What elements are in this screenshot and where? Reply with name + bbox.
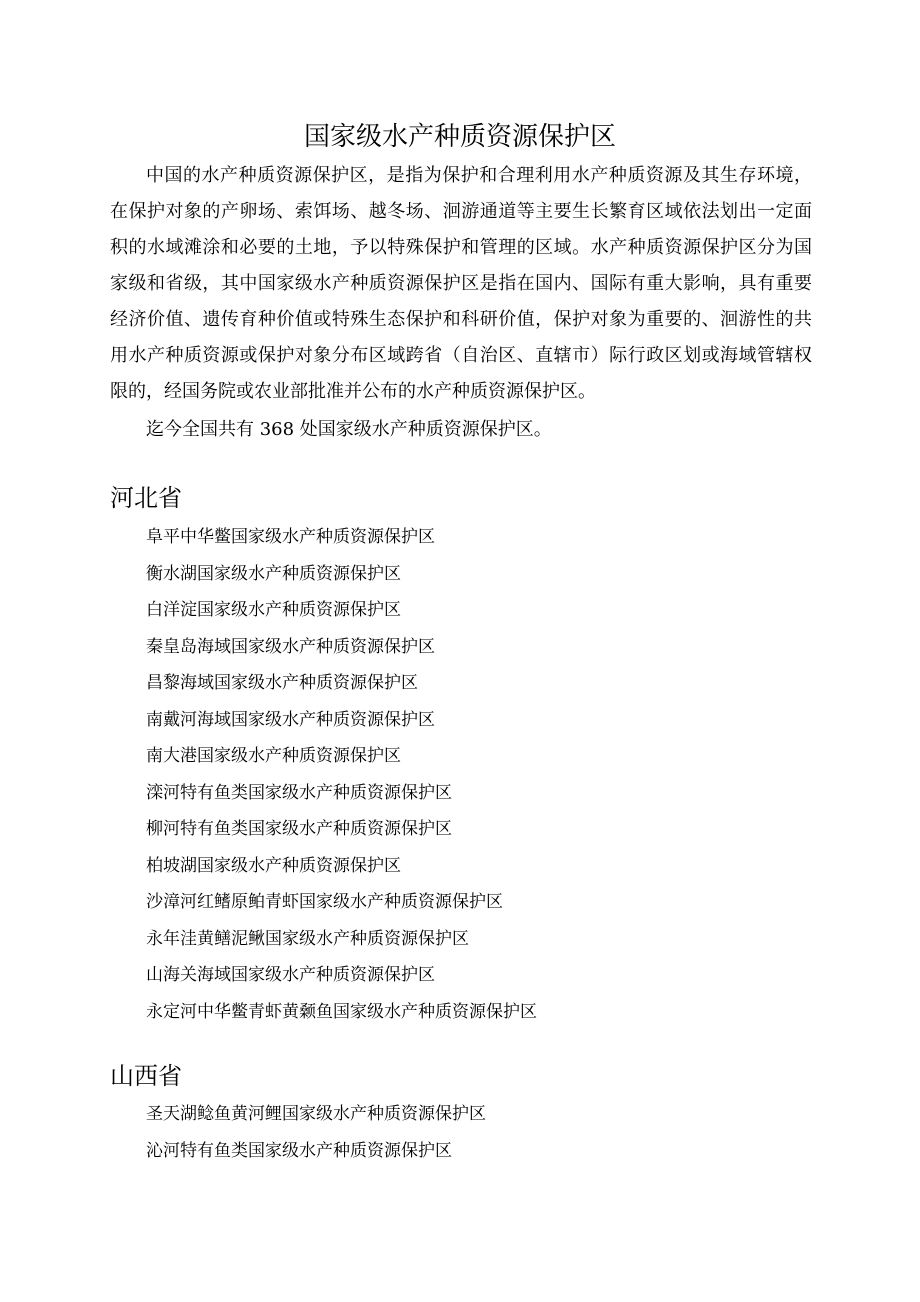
page-title: 国家级水产种质资源保护区: [303, 122, 616, 152]
list-item: 永年洼黄鳝泥鳅国家级水产种质资源保护区: [146, 928, 469, 949]
paragraph-line: 经济价值、遗传育种价值或特殊生态保护和科研价值，保护对象为重要的、洄游性的共: [110, 309, 812, 330]
list-item: 圣天湖鲶鱼黄河鲤国家级水产种质资源保护区: [146, 1104, 486, 1124]
list-item: 南戴河海域国家级水产种质资源保护区: [146, 709, 435, 730]
list-item: 柏坡湖国家级水产种质资源保护区: [146, 855, 401, 876]
section-heading-hebei: 河北省: [110, 484, 182, 512]
list-item: 柳河特有鱼类国家级水产种质资源保护区: [146, 819, 452, 839]
paragraph-line: 中国的水产种质资源保护区，是指为保护和合理利用水产种质资源及其生存环境，: [146, 165, 812, 186]
list-item: 永定河中华鳖青虾黄颡鱼国家级水产种质资源保护区: [146, 1001, 537, 1022]
list-item: 山海关海域国家级水产种质资源保护区: [146, 965, 435, 985]
paragraph-line: 积的水域滩涂和必要的土地，予以特殊保护和管理的区域。水产种质资源保护区分为国: [110, 237, 812, 258]
list-item: 阜平中华鳖国家级水产种质资源保护区: [146, 527, 435, 547]
list-item: 秦皇岛海域国家级水产种质资源保护区: [146, 636, 435, 657]
list-item: 昌黎海域国家级水产种质资源保护区: [146, 673, 418, 693]
intro-paragraph: [110, 158, 812, 448]
list-item: 沁河特有鱼类国家级水产种质资源保护区: [146, 1140, 452, 1161]
list-item: 滦河特有鱼类国家级水产种质资源保护区: [146, 782, 452, 803]
list-item: 白洋淀国家级水产种质资源保护区: [146, 600, 401, 620]
list-item: 沙漳河红鳍原鲌青虾国家级水产种质资源保护区: [146, 892, 503, 912]
hebei-list: [146, 519, 537, 1030]
shanxi-list: [146, 1096, 486, 1169]
paragraph-line: 家级和省级，其中国家级水产种质资源保护区是指在国内、国际有重大影响，具有重要: [110, 273, 812, 294]
section-heading-shanxi: 山西省: [110, 1062, 182, 1090]
list-item: 南大港国家级水产种质资源保护区: [146, 746, 401, 766]
count-paragraph: 迄今全国共有 368 处国家级水产种质资源保护区。: [146, 419, 552, 440]
paragraph-line: 限的，经国务院或农业部批准并公布的水产种质资源保护区。: [110, 381, 596, 402]
list-item: 衡水湖国家级水产种质资源保护区: [146, 563, 401, 584]
paragraph-line: 在保护对象的产卵场、索饵场、越冬场、洄游通道等主要生长繁育区域依法划出一定面: [110, 201, 812, 222]
paragraph-line: 用水产种质资源或保护对象分布区域跨省（自治区、直辖市）际行政区划或海域管辖权: [110, 345, 812, 366]
